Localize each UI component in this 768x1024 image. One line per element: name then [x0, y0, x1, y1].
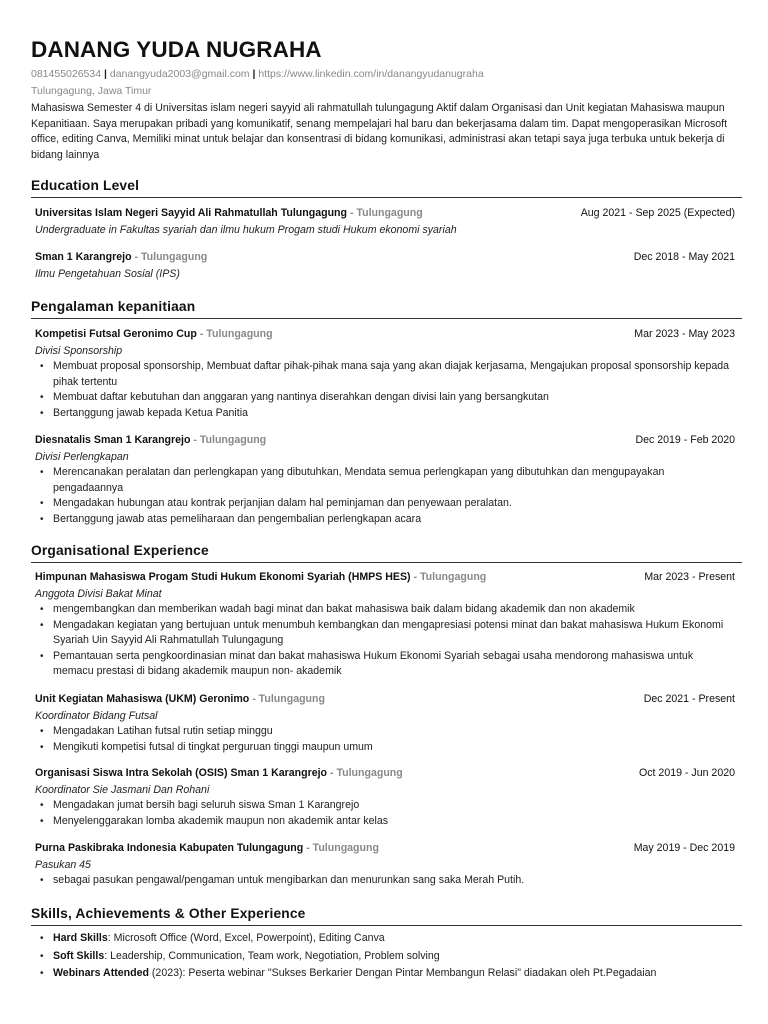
list-item: • sebagai pasukan pengawal/pengaman untuk mengibarkan dan menurunkan sang saka Merah Putih.: [53, 873, 731, 889]
entry-header: [35, 205, 735, 222]
entry-date: Mar 2023 - Present: [644, 571, 735, 583]
skill-label: Soft Skills: [53, 949, 105, 962]
entry-role: Divisi Sponsorship: [35, 345, 123, 357]
education-entry: [35, 205, 735, 238]
skills-list: [35, 930, 731, 983]
section-title-skills: Skills, Achievements & Other Experience: [31, 906, 742, 926]
bullet-list: [35, 873, 731, 889]
list-item: • Mengadakan jumat bersih bagi seluruh siswa Sman 1 Karangrejo: [53, 798, 731, 814]
linkedin-link[interactable]: https://www.linkedin.com/in/danangyudanugraha: [258, 68, 484, 80]
skill-item: [53, 930, 731, 948]
list-item: • Menyelenggarakan lomba akademik maupun non akademik antar kelas: [53, 814, 731, 830]
contact-separator: |: [252, 68, 256, 80]
list-item: • Bertanggung jawab atas pemeliharaan dan pengembalian perlengkapan acara: [53, 512, 731, 528]
entry-location: - Tulungagung: [249, 693, 325, 705]
entry-header: [35, 840, 735, 857]
entry-role: Divisi Perlengkapan: [35, 451, 129, 463]
phone-number: 081455026534: [31, 68, 102, 80]
education-entry: [35, 249, 735, 282]
location: Tulungagung, Jawa Timur: [31, 85, 152, 97]
bullet-list: [35, 930, 731, 983]
institution-name: Universitas Islam Negeri Sayyid Ali Rahmatullah Tulungagung: [35, 207, 347, 219]
entry-role: Ilmu Pengetahuan Sosial (IPS): [35, 268, 180, 280]
entry-location: - Tulungagung: [196, 328, 273, 340]
list-item: • Membuat proposal sponsorship, Membuat daftar pihak-pihak mana saja yang akan diajak kerjasama, Mengajukan proposal sponsorship kepada pihak tertentu: [53, 359, 731, 390]
organisation-entry: [35, 691, 735, 755]
section-title-education: Education Level: [31, 178, 742, 198]
skill-item: [53, 948, 731, 966]
bullet-list: [35, 465, 731, 527]
entry-header: [35, 765, 735, 782]
entry-date: Mar 2023 - May 2023: [634, 328, 735, 340]
list-item: • Merencanakan peralatan dan perlengkapan yang dibutuhkan, Mendata semua perlengkapan yang dibutuhkan dan mengupayakan pengadaannya: [53, 465, 731, 496]
organisation-name: Organisasi Siswa Intra Sekolah (OSIS) Sman 1 Karangrejo: [35, 767, 328, 779]
entry-role: Undergraduate in Fakultas syariah dan ilmu hukum Progam studi Hukum ekonomi syariah: [35, 224, 457, 236]
skill-label: Webinars Attended: [53, 967, 149, 979]
event-name: Kompetisi Futsal Geronimo Cup: [35, 328, 197, 340]
entry-date: Aug 2021 - Sep 2025 (Expected): [580, 207, 735, 219]
entry-location: - Tulungagung: [347, 207, 423, 219]
organisation-entry: [35, 765, 735, 829]
bullet-list: [35, 724, 731, 755]
email-link[interactable]: danangyuda2003@gmail.com: [109, 68, 250, 80]
entry-header: [35, 691, 735, 708]
bullet-list: [35, 359, 731, 421]
entry-location: - Tulungagung: [410, 571, 487, 583]
bullet-list: [35, 798, 731, 829]
entry-date: Oct 2019 - Jun 2020: [639, 767, 735, 779]
entry-header: [35, 249, 735, 266]
organisation-entry: [35, 569, 735, 680]
entry-header: [35, 326, 735, 343]
section-title-committee: Pengalaman kepanitiaan: [31, 299, 742, 319]
entry-header: [35, 432, 735, 449]
entry-date: Dec 2018 - May 2021: [633, 251, 735, 263]
entry-date: Dec 2019 - Feb 2020: [635, 434, 735, 446]
list-item: • Mengikuti kompetisi futsal di tingkat perguruan tinggi maupun umum: [53, 740, 731, 756]
entry-role: Koordinator Sie Jasmani Dan Rohani: [35, 784, 210, 796]
candidate-name: DANANG YUDA NUGRAHA: [31, 37, 322, 62]
entry-role: Anggota Divisi Bakat Minat: [35, 588, 162, 600]
entry-role: Koordinator Bidang Futsal: [35, 710, 158, 722]
list-item: • Mengadakan hubungan atau kontrak perjanjian dalam hal peminjaman dan penyewaan peralatan.: [53, 496, 731, 512]
list-item: • mengembangkan dan memberikan wadah bagi minat dan bakat mahasiswa baik dalam bidang akademik dan non akademik: [53, 602, 731, 618]
contact-separator: |: [104, 68, 107, 80]
skill-text: : Leadership, Communication, Team work, Negotiation, Problem solving: [104, 949, 440, 962]
skill-text: (2023): Peserta webinar "Sukses Berkarier Dengan Pintar Membangun Relasi" diadakan oleh Pt.Pegadaian: [148, 967, 657, 979]
skill-label: Hard Skills: [53, 932, 108, 944]
entry-date: May 2019 - Dec 2019: [633, 842, 735, 854]
event-name: Diesnatalis Sman 1 Karangrejo: [35, 434, 191, 446]
entry-location: - Tulungagung: [190, 434, 267, 446]
list-item: • Mengadakan kegiatan yang bertujuan untuk menumbuh kembangkan dan mengapresiasi potensi minat dan bakat mahasiswa Hukum Ekonomi Syariah Uin Sayyid Ali Rahmatullah Tulungagung: [53, 618, 731, 649]
entry-header: [35, 569, 735, 586]
list-item: • Mengadakan Latihan futsal rutin setiap minggu: [53, 724, 731, 740]
entry-role: Pasukan 45: [35, 859, 91, 871]
contact-line: [31, 67, 484, 82]
list-item: • Membuat daftar kebutuhan dan anggaran yang nantinya diserahkan dengan divisi lain yang bersangkutan: [53, 390, 731, 406]
skill-text: : Microsoft Office (Word, Excel, Powerpoint), Editing Canva: [107, 932, 385, 944]
entry-date: Dec 2021 - Present: [643, 693, 735, 705]
organisation-name: Purna Paskibraka Indonesia Kabupaten Tulungagung: [35, 842, 304, 854]
entry-location: - Tulungagung: [131, 251, 208, 263]
institution-name: Sman 1 Karangrejo: [35, 251, 132, 263]
summary-paragraph: Mahasiswa Semester 4 di Universitas islam negeri sayyid ali rahmatullah tulungagung Aktif dalam Organisasi dan Unit kegiatan Mahasiswa maupun Kepanitiaan. Saya merupakan pribadi yang komunikatif, senang mempelajari hal baru dan bekerjasama dalam tim. Dapat mengoperasikan Microsoft office, editing Canva, Memiliki minat untuk belajar dan konsentrasi di bidang komunikasi, administrasi akan tetapi saya juga terbuka untuk bekerja di bidang lainnya: [31, 102, 728, 161]
committee-entry: [35, 326, 735, 421]
organisation-name: Himpunan Mahasiswa Progam Studi Hukum Ekonomi Syariah (HMPS HES): [35, 571, 411, 583]
committee-entry: [35, 432, 735, 527]
bullet-list: [35, 602, 731, 680]
list-item: • Pemantauan serta pengkoordinasian minat dan bakat mahasiswa Hukum Ekonomi Syariah sebagai usaha mendorong mahasiswa untuk memacu prestasi di bidang akademik maupun non- akademik: [53, 649, 731, 680]
entry-location: - Tulungagung: [327, 767, 403, 779]
skill-item: [53, 965, 731, 983]
entry-location: - Tulungagung: [303, 842, 379, 854]
organisation-entry: [35, 840, 735, 889]
organisation-name: Unit Kegiatan Mahasiswa (UKM) Geronimo: [35, 693, 250, 705]
section-title-organisational: Organisational Experience: [31, 543, 742, 563]
list-item: • Bertanggung jawab kepada Ketua Panitia: [53, 406, 731, 422]
